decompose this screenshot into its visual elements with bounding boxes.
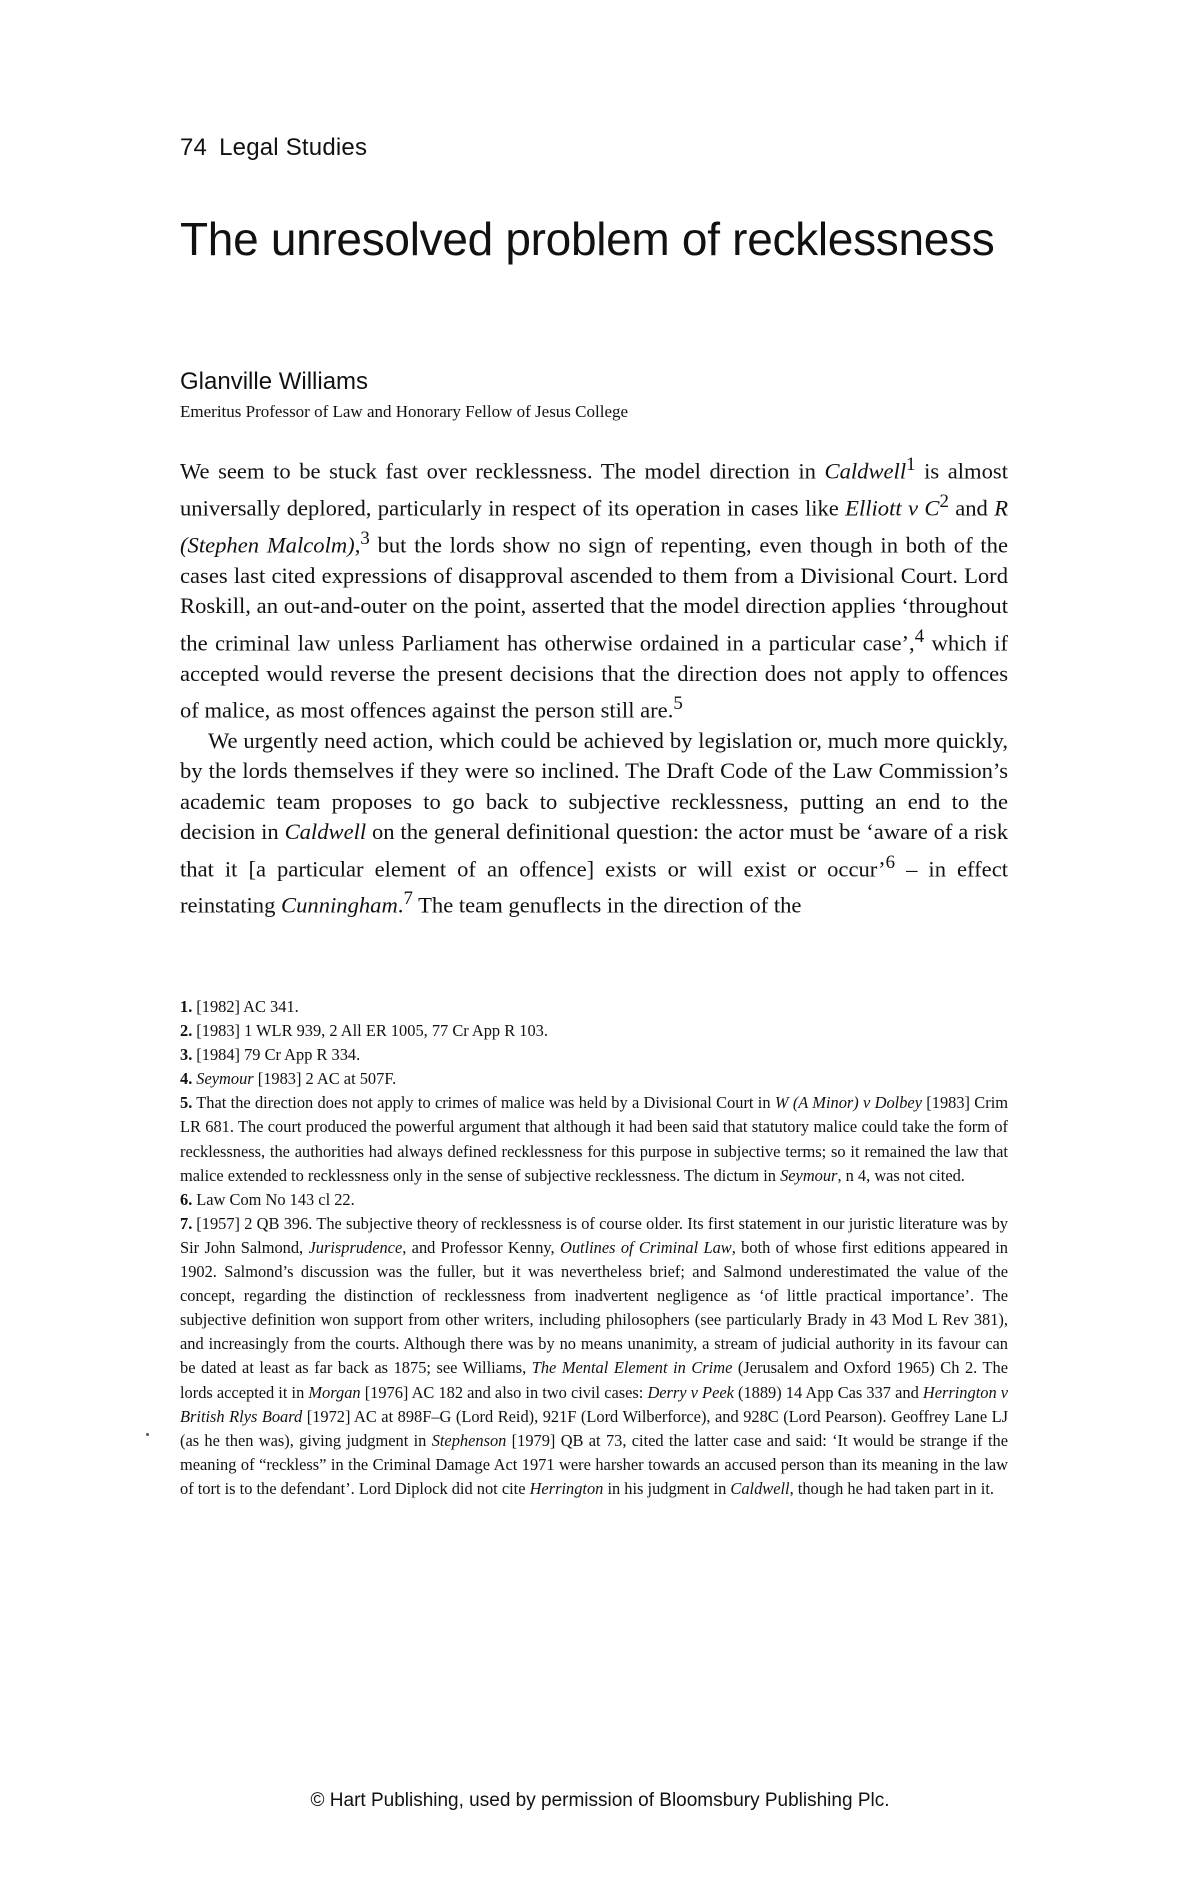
journal-name: Legal Studies — [219, 134, 368, 161]
page-number: 74 — [180, 134, 208, 161]
article-title: The unresolved problem of recklessness — [180, 213, 995, 265]
body-paragraph-1: We seem to be stuck fast over recklessness. The model direction in Caldwell$^1$ is almost universally deplored, particularly in respect of its operation in cases like Elliott v $C^2$ and R (Stephen Malcolm),$^3$ but the lords show no sign of repenting, even though in both of the cases last cited expressions of disapproval ascended to them from a Divisional Court. Lord Roskill, an out-and-outer on the point, asserted that the model direction applies ‘throughout the criminal law unless Parliament has otherwise ordained in a particular case’,$^4$ which if accepted would reverse the present decisions that the direction does not apply to offences of malice, as most offences against the person still are.$^5$ — [180, 454, 1008, 723]
footnote-7: 7. [1957] 2 QB 396. The subjective theory of recklessness is of course older. Its first statement in our juristic literature was by Sir John Salmond, Jurisprudence, and Professor Kenny, Outlines of Criminal Law, both of whose first editions appeared in 1902. Salmond’s discussion was the fuller, but it was nevertheless brief; and Salmond underestimated the value of the concept, regarding the distinction of recklessness from inadvertent negligence as ‘of little practical importance’. The subjective definition won support from other writers, including philosophers (see particularly Brady in 43 Mod L Rev 381), and increasingly from the courts. Although there was by no means unanimity, a stream of judicial authority in its favour can be dated at least as far back as 1875; see Williams, The Mental Element in Crime (Jerusalem and Oxford 1965) Ch 2. The lords accepted it in Morgan [1976] AC 182 and also in two civil cases: Derry v Peek (1889) 14 App Cas 337 and Herrington v British Rlys Board [1972] AC at 898F–G (Lord Reid), 921F (Lord Wilberforce), and 928C (Lord Pearson). Geoffrey Lane LJ (as he then was), giving judgment in Stephenson [1979] QB at 73, cited the latter case and said: ‘It would be strange if the meaning of “reckless” in the Criminal Damage Act 1971 were harsher towards an accused person than its meaning in the law of tort is to the defendant’. Lord Diplock did not cite Herrington in his judgment in Caldwell, though he had taken part in it. — [180, 1213, 1009, 1498]
footnote-6: 6. Law Com No 143 cl 22. — [180, 1189, 355, 1209]
footnote-5: 5. That the direction does not apply to crimes of malice was held by a Divisional Court in W (A Minor) v Dolbey [1983] Crim LR 681. The court produced the powerful argument that although it had been said that statutory malice could take the form of recklessness, the authorities had always defined recklessness for this purpose in subjective terms; so it remained the law that malice extended to recklessness only in the sense of subjective recklessness. The dictum in Seymour, n 4, was not cited. — [180, 1093, 1009, 1185]
running-head — [180, 134, 367, 162]
body-paragraph-2: We urgently need action, which could be achieved by legislation or, much more quickly, by the lords themselves if they were so inclined. The Draft Code of the Law Commission’s academic team proposes to go back to subjective recklessness, putting an end to the decision in Caldwell on the general definitional question: the actor must be ‘aware of a risk that it [a particular element of an offence] exists or will exist or occur’$^6$ – in effect reinstating Cunningham.$^7$ The team genuflects in the direction of the — [180, 727, 1009, 918]
author-affiliation: Emeritus Professor of Law and Honorary Fellow of Jesus College — [180, 402, 629, 421]
footnote-2: 2. [1983] 1 WLR 939, 2 All ER 1005, 77 Cr App R 103. — [180, 1021, 548, 1041]
footnote-4: 4. Seymour [1983] 2 AC at 507F. — [180, 1069, 397, 1089]
footnote-1: 1. [1982] AC 341. — [180, 997, 299, 1016]
footnotes — [180, 995, 1008, 1501]
footnote-3: 3. [1984] 79 Cr App R 334. — [180, 1045, 361, 1065]
article-body — [180, 450, 1008, 921]
margin-mark — [146, 1433, 149, 1436]
copyright-notice: © Hart Publishing, used by permission of Bloomsbury Publishing Plc. — [310, 1790, 890, 1811]
author-name: Glanville Williams — [180, 368, 369, 395]
